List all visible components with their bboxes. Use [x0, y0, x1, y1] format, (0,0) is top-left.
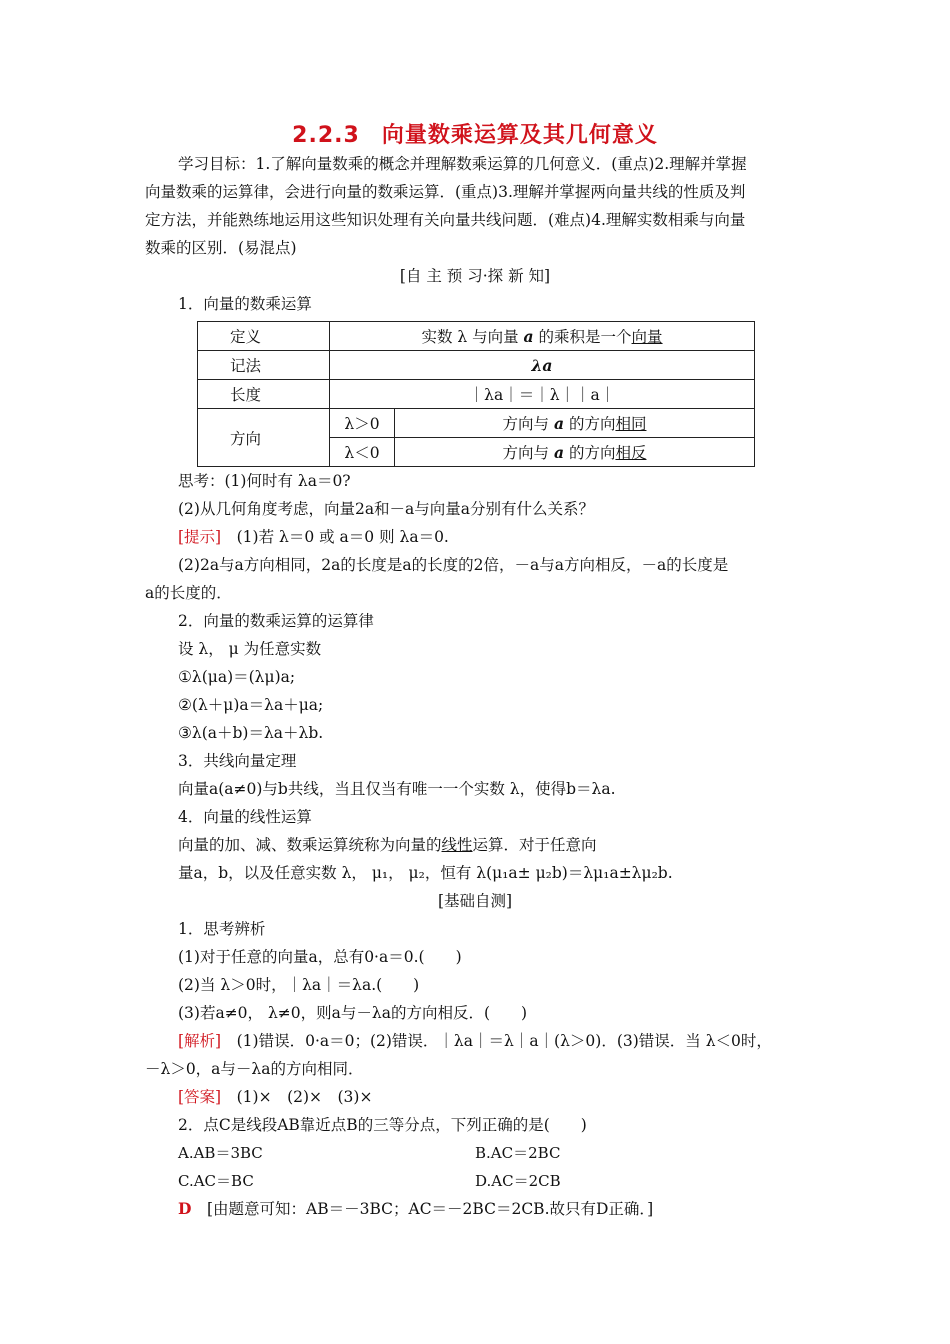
option-c: C.AC＝BC: [178, 1172, 254, 1190]
value-notation: λa: [330, 351, 755, 380]
question-1c: (3)若a≠0， λ≠0，则a与－λa的方向相反．( ): [178, 1004, 528, 1022]
analysis-tag: [解析]: [178, 1032, 222, 1050]
table-row: [198, 380, 755, 409]
analysis-line-2: －λ＞0，a与－λa的方向相同．: [145, 1060, 364, 1078]
table-row: [198, 409, 755, 438]
page-title: [0, 118, 950, 149]
collinear-statement: 向量a(a≠0)与b共线，当且仅当有唯一一个实数 λ，使得b＝λa.: [178, 780, 616, 798]
solution-letter: D: [178, 1199, 192, 1218]
condition-negative: λ＜0: [330, 438, 395, 467]
section-test-heading: [基础自测]: [437, 892, 513, 910]
heading-collinear-theorem: 3．共线向量定理: [178, 752, 297, 770]
table-row: [198, 351, 755, 380]
analysis-line-1: [解析] (1)错误．0·a＝0；(2)错误．｜λa｜＝λ｜a｜(λ＞0)．(3)错误．当 λ＜0时，: [178, 1032, 772, 1050]
objectives-line-3: 定方法，并能熟练地运用这些知识处理有关向量共线问题．(难点)4.理解实数相乘与向量: [145, 211, 746, 229]
question-1b: (2)当 λ＞0时，｜λa｜＝λa.( ): [178, 976, 420, 994]
label-notation: 记法: [198, 351, 330, 380]
value-definition: 实数 λ 与向量 a 的乘积是一个向量: [330, 322, 755, 351]
section-preview-heading: [自 主 预 习·探 新 知]: [399, 267, 551, 285]
definition-table: [197, 321, 755, 467]
value-length: ｜λa｜＝｜λ｜｜a｜: [330, 380, 755, 409]
label-length: 长度: [198, 380, 330, 409]
table-row: [198, 322, 755, 351]
section-number: 2.2.3: [292, 123, 360, 148]
linear-line-1: 向量的加、减、数乘运算统称为向量的线性运算．对于任意向: [178, 836, 597, 854]
section-title: 向量数乘运算及其几何意义: [381, 123, 658, 148]
label-direction: 方向: [198, 409, 330, 467]
answer-tag: [答案]: [178, 1088, 222, 1106]
law-associative: ①λ(μa)＝(λμ)a;: [178, 668, 296, 686]
heading-scalar-multiplication: 1．向量的数乘运算: [178, 295, 312, 313]
hint-tag: [提示]: [178, 528, 222, 546]
law-distributive-scalar: ②(λ＋μ)a＝λa＋μa;: [178, 696, 324, 714]
hint-line-2: (2)2a与a方向相同，2a的长度是a的长度的2倍，－a与a方向相反，－a的长度是: [178, 556, 729, 574]
question-1: 1．思考辨析: [178, 920, 266, 938]
condition-positive: λ＞0: [330, 409, 395, 438]
heading-operation-laws: 2．向量的数乘运算的运算律: [178, 612, 374, 630]
question-2: 2．点C是线段AB靠近点B的三等分点，下列正确的是( ): [178, 1116, 587, 1134]
question-1a: (1)对于任意的向量a，总有0·a＝0.( ): [178, 948, 462, 966]
think-question-2: (2)从几何角度考虑，向量2a和－a与向量a分别有什么关系？: [178, 500, 595, 518]
solution-line: D [由题意可知：AB＝－3BC；AC＝－2BC＝2CB.故只有D正确．]: [178, 1199, 654, 1218]
hint-line-1: [提示] (1)若 λ＝0 或 a＝0 则 λa＝0.: [178, 528, 449, 546]
value-direction-negative: 方向与 a 的方向相反: [395, 438, 755, 467]
option-a: A.AB＝3BC: [178, 1144, 263, 1162]
objectives-line-2: 向量数乘的运算律，会进行向量的数乘运算．(重点)3.理解并掌握两向量共线的性质及判: [145, 183, 746, 201]
think-question-1: 思考：(1)何时有 λa＝0?: [178, 472, 351, 490]
law-distributive-vector: ③λ(a＋b)＝λa＋λb.: [178, 724, 324, 742]
option-d: D.AC＝2CB: [475, 1172, 561, 1190]
law-intro: 设 λ， μ 为任意实数: [178, 640, 322, 658]
label-definition: 定义: [198, 322, 330, 351]
option-b: B.AC＝2BC: [475, 1144, 561, 1162]
value-direction-positive: 方向与 a 的方向相同: [395, 409, 755, 438]
objectives-line-1: 学习目标：1.了解向量数乘的概念并理解数乘运算的几何意义．(重点)2.理解并掌握: [178, 155, 747, 173]
answer-line: [答案] (1)× (2)× (3)×: [178, 1088, 373, 1106]
heading-linear-operations: 4．向量的线性运算: [178, 808, 312, 826]
objectives-line-4: 数乘的区别．(易混点): [145, 239, 297, 257]
linear-line-2: 量a，b，以及任意实数 λ， μ₁， μ₂，恒有 λ(μ₁a± μ₂b)＝λμ₁a±λμ₂b.: [178, 864, 673, 882]
hint-line-3: a的长度的．: [145, 584, 232, 602]
